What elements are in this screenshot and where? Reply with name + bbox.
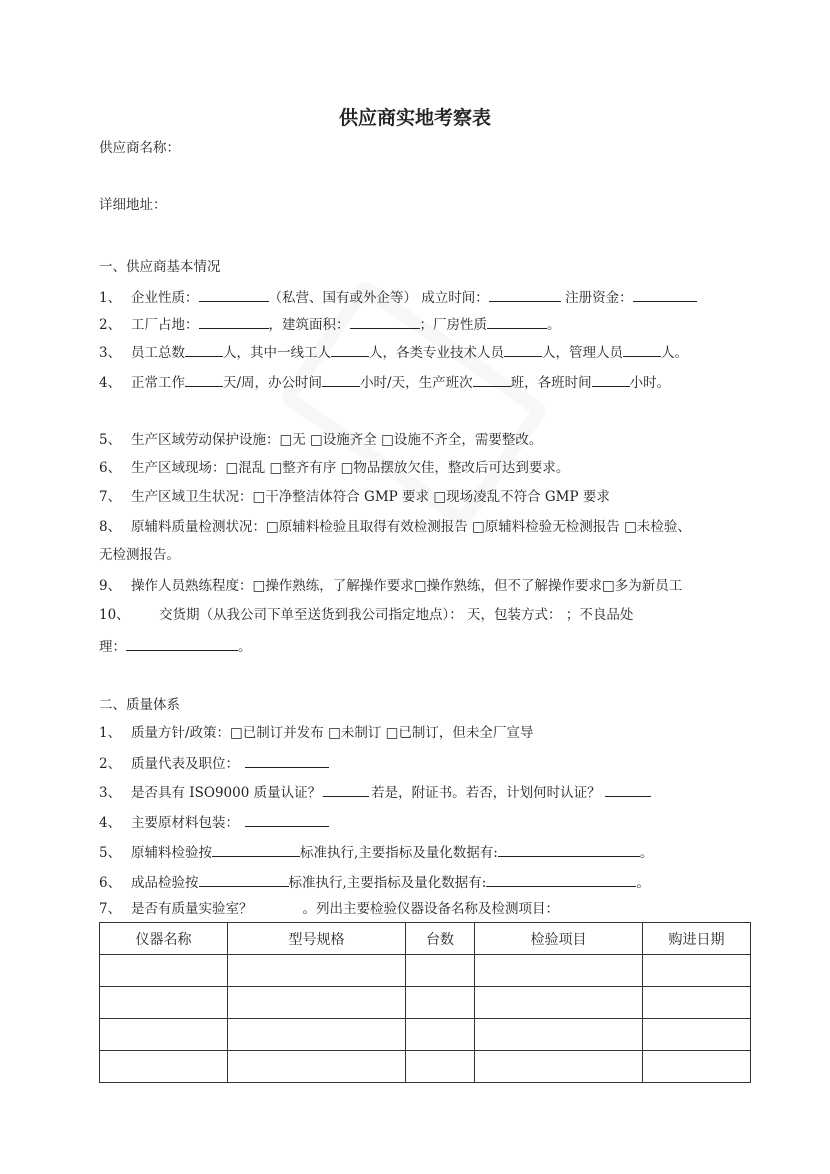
s1-item-1 — [99, 287, 697, 307]
text: 理： — [99, 639, 126, 655]
table-cell[interactable] — [100, 987, 228, 1019]
s1-item-8 — [99, 518, 691, 536]
text: 。 — [238, 639, 252, 655]
item-number: 5、 — [99, 432, 122, 448]
item-number: 8、 — [99, 519, 122, 535]
text: 标准执行,主要指标及量化数据有: — [300, 845, 498, 861]
text: 原辅料检验按 — [131, 845, 212, 861]
table-cell[interactable] — [475, 987, 643, 1019]
blank-field[interactable] — [199, 287, 269, 302]
text: （私营、国有或外企等） 成立时间： — [268, 290, 489, 306]
table-cell[interactable] — [406, 955, 475, 987]
item-number: 1、 — [99, 725, 122, 741]
blank-field[interactable] — [185, 372, 223, 387]
item-number: 2、 — [99, 317, 122, 333]
text: 是否有质量实验室？ — [131, 901, 253, 917]
blank-field[interactable] — [623, 342, 661, 357]
text: 交货期（从我公司下单至送货到我公司指定地点）： 天，包装方式： ；不良品处 — [159, 607, 634, 623]
supplier-name-label: 供应商名称： — [99, 140, 180, 156]
section1-heading: 一、供应商基本情况 — [99, 259, 221, 275]
text: 。 — [547, 317, 561, 333]
blank-field[interactable] — [350, 314, 420, 329]
table-cell[interactable] — [406, 1019, 475, 1051]
col-purchase-date: 购进日期 — [643, 923, 751, 955]
page-title: 供应商实地考察表 — [338, 107, 491, 129]
text: 人，管理人员 — [542, 345, 623, 361]
blank-field[interactable] — [199, 314, 269, 329]
blank-field[interactable] — [473, 372, 511, 387]
item-number: 4、 — [99, 375, 122, 391]
text: 。 — [639, 845, 654, 861]
table-cell[interactable] — [406, 1051, 475, 1083]
blank-field[interactable] — [212, 842, 300, 857]
text: 。 — [636, 875, 650, 891]
text: 天/周，办公时间 — [223, 375, 323, 391]
s1-item-8-cont: 无检测报告。 — [99, 547, 180, 563]
text: 是否具有 ISO9000 质量认证？ — [131, 785, 322, 801]
table-cell[interactable] — [475, 1051, 643, 1083]
item-number: 7、 — [99, 901, 122, 917]
s2-item-1 — [99, 724, 533, 742]
table-cell[interactable] — [643, 987, 751, 1019]
item-number: 6、 — [99, 875, 122, 891]
checkbox-options[interactable]: 生产区域劳动保护设施：□无 □设施齐全 □设施不齐全，需要整改。 — [131, 432, 543, 448]
blank-field[interactable] — [504, 342, 542, 357]
table-row — [100, 1051, 751, 1083]
text: 企业性质： — [131, 290, 199, 306]
table-cell[interactable] — [475, 955, 643, 987]
text: 小时/天，生产班次 — [360, 375, 473, 391]
item-number: 2、 — [99, 756, 122, 772]
blank-field[interactable] — [592, 372, 630, 387]
item-number: 4、 — [99, 815, 122, 831]
item-number: 3、 — [99, 785, 122, 801]
s2-item-6 — [99, 872, 650, 892]
s1-item-10-cont — [99, 636, 252, 656]
item-number: 9、 — [99, 578, 122, 594]
s1-item-9 — [99, 577, 682, 595]
table-cell[interactable] — [643, 1051, 751, 1083]
table-header-row — [100, 923, 751, 955]
item-number: 7、 — [99, 489, 122, 505]
s2-item-3 — [99, 782, 651, 802]
text: 若是，附证书。若否，计划何时认证？ — [371, 785, 601, 801]
col-inspection-item: 检验项目 — [475, 923, 643, 955]
table-cell[interactable] — [228, 955, 406, 987]
section2-heading: 二、质量体系 — [99, 697, 180, 713]
text: 质量代表及职位： — [131, 756, 239, 772]
blank-field[interactable] — [185, 342, 223, 357]
checkbox-options[interactable]: 原辅料质量检测状况：□原辅料检验且取得有效检测报告 □原辅料检验无检测报告 □未检验、 — [131, 519, 691, 535]
text: ；厂房性质 — [419, 317, 487, 333]
text: 小时。 — [629, 375, 671, 391]
blank-field[interactable] — [323, 782, 369, 797]
text: 注册资金： — [560, 290, 633, 306]
s1-item-7 — [99, 488, 610, 506]
blank-field[interactable] — [489, 287, 561, 302]
text: 人，其中一线工人 — [223, 345, 331, 361]
item-number: 1、 — [99, 290, 122, 306]
s1-item-3 — [99, 342, 688, 362]
text: 人。 — [661, 345, 688, 361]
s1-item-6 — [99, 459, 569, 477]
text: 主要原材料包装： — [131, 815, 239, 831]
blank-field[interactable] — [498, 842, 640, 857]
s2-item-4 — [99, 812, 329, 832]
s2-item-7 — [99, 900, 559, 918]
item-number: 10、 — [99, 607, 130, 623]
col-instrument-name: 仪器名称 — [100, 923, 228, 955]
instrument-table — [99, 922, 751, 1083]
s2-item-5 — [99, 842, 653, 862]
s1-item-10 — [99, 606, 633, 624]
blank-field[interactable] — [199, 872, 289, 887]
item-number: 6、 — [99, 460, 122, 476]
s1-item-4 — [99, 372, 670, 392]
blank-field[interactable] — [487, 314, 547, 329]
table-cell[interactable] — [228, 1019, 406, 1051]
blank-field[interactable] — [331, 342, 369, 357]
table-cell[interactable] — [100, 955, 228, 987]
blank-field[interactable] — [245, 812, 329, 827]
blank-field[interactable] — [633, 287, 697, 302]
table-cell[interactable] — [228, 987, 406, 1019]
text: 成品检验按 — [131, 875, 199, 891]
blank-field[interactable] — [486, 872, 636, 887]
table-cell[interactable] — [228, 1051, 406, 1083]
text: 班，各班时间 — [510, 375, 592, 391]
table-cell[interactable] — [100, 1051, 228, 1083]
blank-field[interactable] — [245, 753, 329, 768]
table-cell[interactable] — [406, 987, 475, 1019]
blank-field[interactable] — [605, 782, 651, 797]
text: 正常工作 — [131, 375, 185, 391]
table-row — [100, 955, 751, 987]
s2-item-2 — [99, 753, 329, 773]
col-quantity: 台数 — [406, 923, 475, 955]
item-number: 3、 — [99, 345, 122, 361]
checkbox-options[interactable]: 生产区域卫生状况：□干净整洁体符合 GMP 要求 □现场凌乱不符合 GMP 要求 — [131, 489, 610, 505]
s1-item-5 — [99, 431, 542, 449]
table-cell[interactable] — [475, 1019, 643, 1051]
col-model-spec: 型号规格 — [228, 923, 406, 955]
blank-field[interactable] — [322, 372, 360, 387]
checkbox-options[interactable]: 操作人员熟练程度：□操作熟练，了解操作要求□操作熟练，但不了解操作要求□多为新员工 — [131, 578, 683, 594]
item-number: 5、 — [99, 845, 122, 861]
blank-field[interactable] — [126, 636, 238, 651]
table-row — [100, 987, 751, 1019]
text: ，建筑面积： — [268, 317, 350, 333]
address-label: 详细地址： — [99, 197, 167, 213]
s1-item-2 — [99, 314, 561, 334]
table-cell[interactable] — [100, 1019, 228, 1051]
text: 工厂占地： — [131, 317, 199, 333]
table-cell[interactable] — [643, 955, 751, 987]
checkbox-options[interactable]: 质量方针/政策：□已制订并发布 □未制订 □已制订，但未全厂宣导 — [131, 725, 534, 741]
text: 标准执行,主要指标及量化数据有: — [288, 875, 487, 891]
text: 。列出主要检验仪器设备名称及检测项目： — [302, 901, 559, 917]
table-cell[interactable] — [643, 1019, 751, 1051]
text: 员工总数 — [131, 345, 185, 361]
text: 人，各类专业技术人员 — [369, 345, 504, 361]
checkbox-options[interactable]: 生产区域现场：□混乱 □整齐有序 □物品摆放欠佳，整改后可达到要求。 — [131, 460, 570, 476]
table-row — [100, 1019, 751, 1051]
